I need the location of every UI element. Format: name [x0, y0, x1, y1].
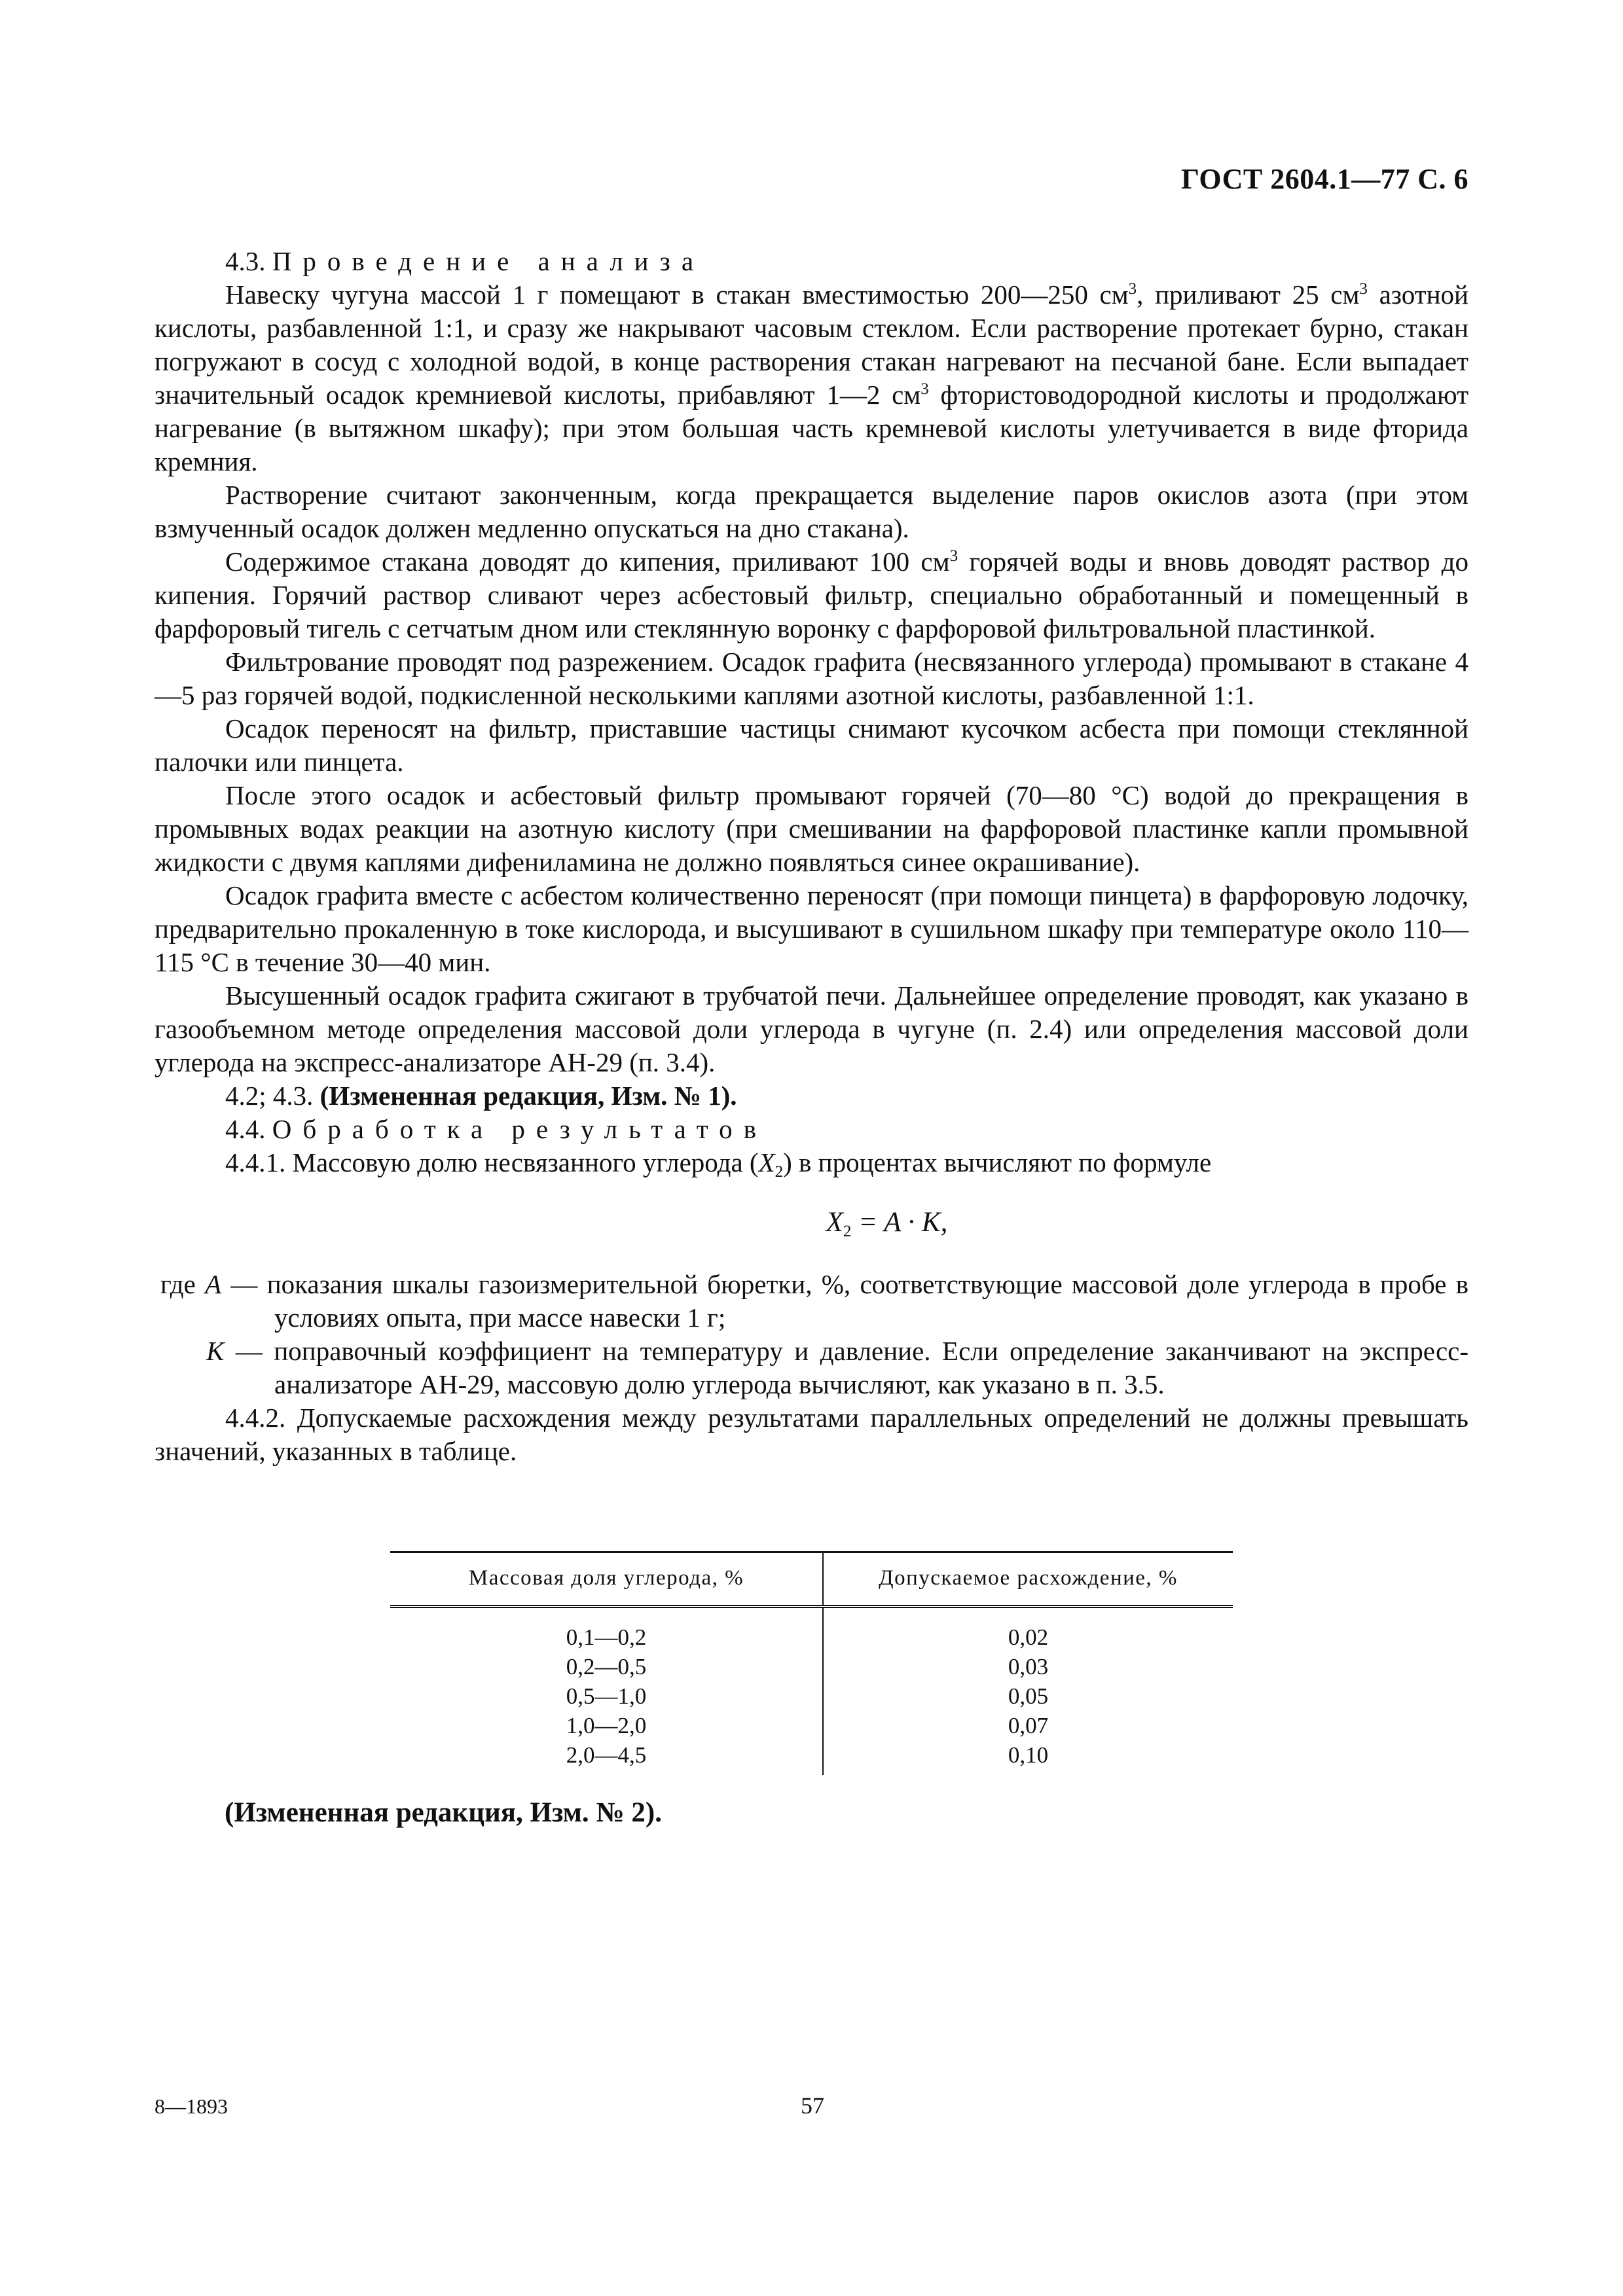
- table-row: 0,1—0,2 0,02: [390, 1607, 1233, 1653]
- section-4-4-title: Обработка результатов: [272, 1114, 768, 1144]
- amendment-2: (Измененная редакция, Изм. № 2).: [225, 1797, 662, 1828]
- amendment-1: 4.2; 4.3. (Измененная редакция, Изм. № 1).: [225, 1081, 737, 1111]
- table-row: 0,2—0,5 0,03: [390, 1652, 1233, 1681]
- table-header-tolerance: Допускаемое расхождение, %: [823, 1552, 1233, 1607]
- paragraph-3: Содержимое стакана доводят до кипения, приливают 100 $см^3$ горячей воды и вновь доводят раствор до кипения. Горячий раствор сливают через асбестовый фильтр, специально обработанный и помещенный в фарфоровый тигель с сетчатым дном или стеклянную воронку с фарфоровой фильтровальной пластинкой.: [155, 547, 1468, 643]
- legend-a: где A — показания шкалы газоизмерительной бюретки, %, соответствующие массовой доле углерода в пробе в условиях опыта, при массе навески 1 г;: [160, 1269, 1468, 1333]
- paragraph-5: Осадок переносят на фильтр, приставшие частицы снимают кусочком асбеста при помощи стеклянной палочки или пинцета.: [155, 713, 1468, 777]
- print-code: 8—1893: [155, 2094, 228, 2118]
- paragraph-7: Осадок графита вместе с асбестом количественно переносят (при помощи пинцета) в фарфоровую лодочку, предварительно прокаленную в токе кислорода, и высушивают в сушильном шкафу при температуре около 110—115 °С в течение 30—40 мин.: [155, 880, 1468, 977]
- formula: $X_2 = A \cdot K$,: [826, 1207, 948, 1240]
- document-header: ГОСТ 2604.1—77 С. 6: [1180, 163, 1468, 195]
- paragraph-4: Фильтрование проводят под разрежением. Осадок графита (несвязанного углерода) промывают в стакане 4—5 раз горячей водой, подкисленной несколькими каплями азотной кислоты, разбавленной 1:1.: [155, 647, 1468, 710]
- paragraph-4-4-2: 4.4.2. Допускаемые расхождения между результатами параллельных определений не должны превышать значений, указанных в таблице.: [155, 1403, 1468, 1466]
- table-header-carbon: Массовая доля углерода, %: [390, 1552, 823, 1607]
- paragraph-6: После этого осадок и асбестовый фильтр промывают горячей (70—80 °С) водой до прекращения в промывных водах реакции на азотную кислоту (при смешивании на фарфоровой пластинке капли промывной жидкости с двумя каплями дифениламина не должно появляться синее окрашивание).: [155, 780, 1468, 877]
- table-header-row: [390, 1552, 1233, 1607]
- legend-k: K — поправочный коэффициент на температуру и давление. Если определение заканчивают на экспресс-анализаторе АН-29, массовую долю углерода вычисляют, как указано в п. 3.5.: [206, 1336, 1468, 1399]
- document-body: [155, 242, 1468, 1468]
- paragraph-2: Растворение считают законченным, когда прекращается выделение паров окислов азота (при этом взмученный осадок должен медленно опускаться на дно стакана).: [155, 480, 1468, 543]
- section-4-4-heading: 4.4. Обработка результатов: [225, 1114, 768, 1144]
- paragraph-8: Высушенный осадок графита сжигают в трубчатой печи. Дальнейшее определение проводят, как указано в газообъемном методе определения массовой доли углерода в чугуне (п. 2.4) или определения массовой доли углерода на экспресс-анализаторе АН-29 (п. 3.4).: [155, 980, 1468, 1077]
- paragraph-4-4-1: 4.4.1. Массовую долю несвязанного углерода $(X_2)$ в процентах вычисляют по формуле: [225, 1147, 1212, 1181]
- table-row: 0,5—1,0 0,05: [390, 1681, 1233, 1711]
- section-4-3-heading: 4.3. Проведение анализа: [225, 246, 705, 276]
- table-row: 2,0—4,5 0,10: [390, 1740, 1233, 1775]
- table-row: 1,0—2,0 0,07: [390, 1711, 1233, 1740]
- tolerance-table: [390, 1551, 1233, 1775]
- page-number: 57: [801, 2092, 824, 2119]
- paragraph-1: Навеску чугуна массой 1 г помещают в стакан вместимостью 200—250 $см^3$, приливают 25 $см^3$ азотной кислоты, разбавленной 1:1, и сразу же накрывают часовым стеклом. Если растворение протекает бурно, стакан погружают в сосуд с холодной водой, в конце растворения стакан нагревают на песчаной бане. Если выпадает значительный осадок кремниевой кислоты, прибавляют 1—2 $см^3$ фтористоводородной кислоты и продолжают нагревание (в вытяжном шкафу); при этом большая часть кремневой кислоты улетучивается в виде фторида кремния.: [155, 279, 1468, 476]
- section-4-3-title: Проведение анализа: [272, 246, 705, 276]
